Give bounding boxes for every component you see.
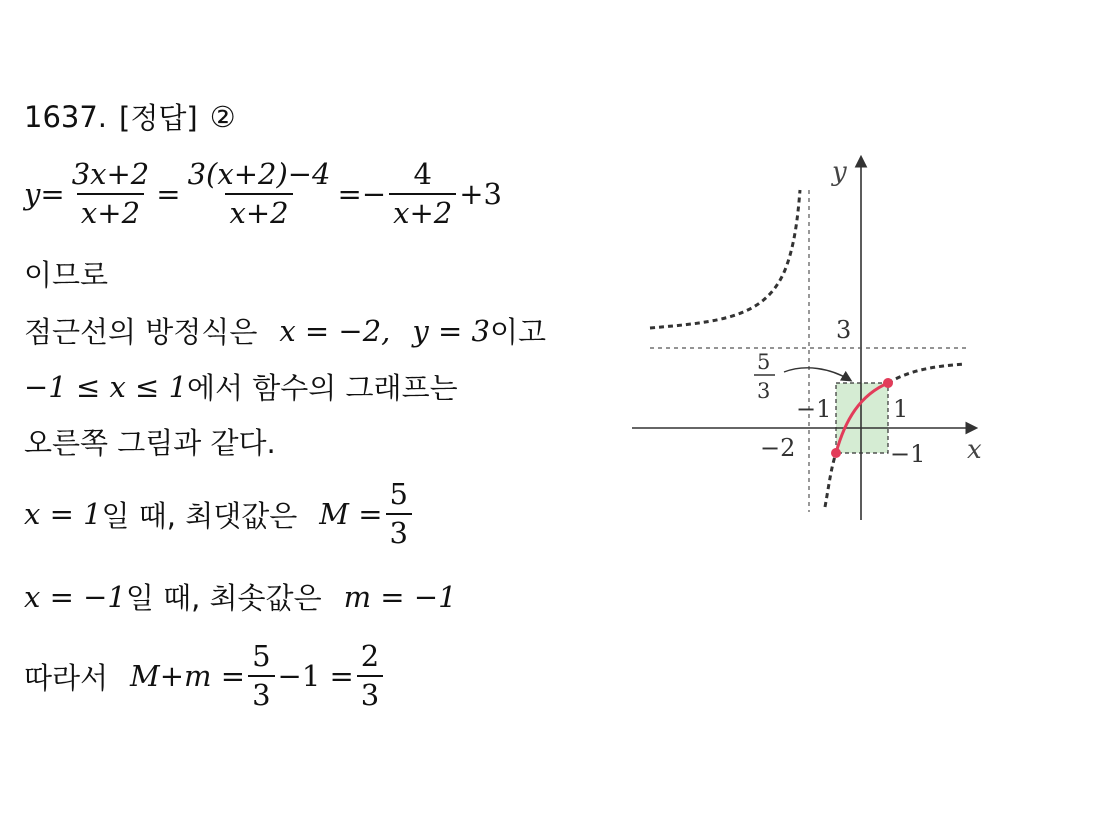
answer-label: [정답] xyxy=(119,101,198,135)
domain-highlight xyxy=(836,383,888,453)
eq-y: y xyxy=(24,177,41,212)
asymptote-x: x = −2, xyxy=(279,313,391,348)
final-prefix: 따라서 xyxy=(24,660,109,695)
left-branch xyxy=(650,190,800,328)
min-result: m = −1 xyxy=(343,579,457,614)
eq-tail: +3 xyxy=(459,177,502,212)
max-mid: 일 때, 최댓값은 xyxy=(101,498,298,533)
endpoint-max xyxy=(883,378,893,388)
final-den-2: 3 xyxy=(357,675,383,712)
x-axis-label: x xyxy=(967,435,982,465)
right-branch-upper xyxy=(888,364,965,383)
label-one-y: 1 xyxy=(893,395,909,423)
fraction-1-denominator: x+2 xyxy=(77,193,144,230)
max-var: M = xyxy=(319,497,383,532)
final-mid: −1 = xyxy=(277,659,354,694)
label-three: 3 xyxy=(836,316,852,344)
final-num-1: 5 xyxy=(252,639,271,673)
eq-equals-3: = xyxy=(337,177,362,212)
asymptote-suffix: 이고 xyxy=(489,315,547,349)
fraction-1-numerator: 3x+2 xyxy=(71,157,150,191)
imeuro-text: 이므로 xyxy=(24,258,109,292)
label-neg-two: −2 xyxy=(760,434,796,462)
final-den-1: 3 xyxy=(248,675,274,712)
domain-suffix: 에서 함수의 그래프는 xyxy=(187,371,458,405)
final-lhs: M+m = xyxy=(130,659,246,694)
label-three-den: 3 xyxy=(757,379,771,403)
max-denominator: 3 xyxy=(386,513,412,550)
label-neg-one-y: −1 xyxy=(890,440,926,468)
fraction-3-denominator: x+2 xyxy=(389,193,456,230)
max-condition: x = 1 xyxy=(24,497,102,532)
eq-equals-1: = xyxy=(40,177,65,212)
problem-number: 1637. xyxy=(24,99,108,134)
graph-ref-text: 오른쪽 그림과 같다. xyxy=(24,426,276,460)
asymptote-y: y = 3 xyxy=(412,313,490,348)
five-thirds-arrow xyxy=(784,368,850,380)
min-condition: x = −1 xyxy=(24,579,126,614)
endpoint-min xyxy=(831,448,841,458)
final-num-2: 2 xyxy=(360,639,380,673)
min-mid: 일 때, 최솟값은 xyxy=(125,581,322,615)
right-branch-lower xyxy=(825,453,836,507)
label-neg-one-x: −1 xyxy=(796,395,832,423)
fraction-3-numerator: 4 xyxy=(413,157,432,191)
domain-inequality: −1 ≤ x ≤ 1 xyxy=(24,369,188,404)
eq-minus: − xyxy=(361,177,387,212)
label-five: 5 xyxy=(757,350,771,374)
fraction-2-denominator: x+2 xyxy=(225,193,292,230)
max-numerator: 5 xyxy=(389,477,408,511)
answer-choice: ② xyxy=(209,99,236,134)
y-axis-label: y xyxy=(832,157,847,187)
eq-equals-2: = xyxy=(156,177,181,212)
asymptote-prefix: 점근선의 방정식은 xyxy=(24,315,258,349)
fraction-2-numerator: 3(x+2)−4 xyxy=(187,157,331,191)
